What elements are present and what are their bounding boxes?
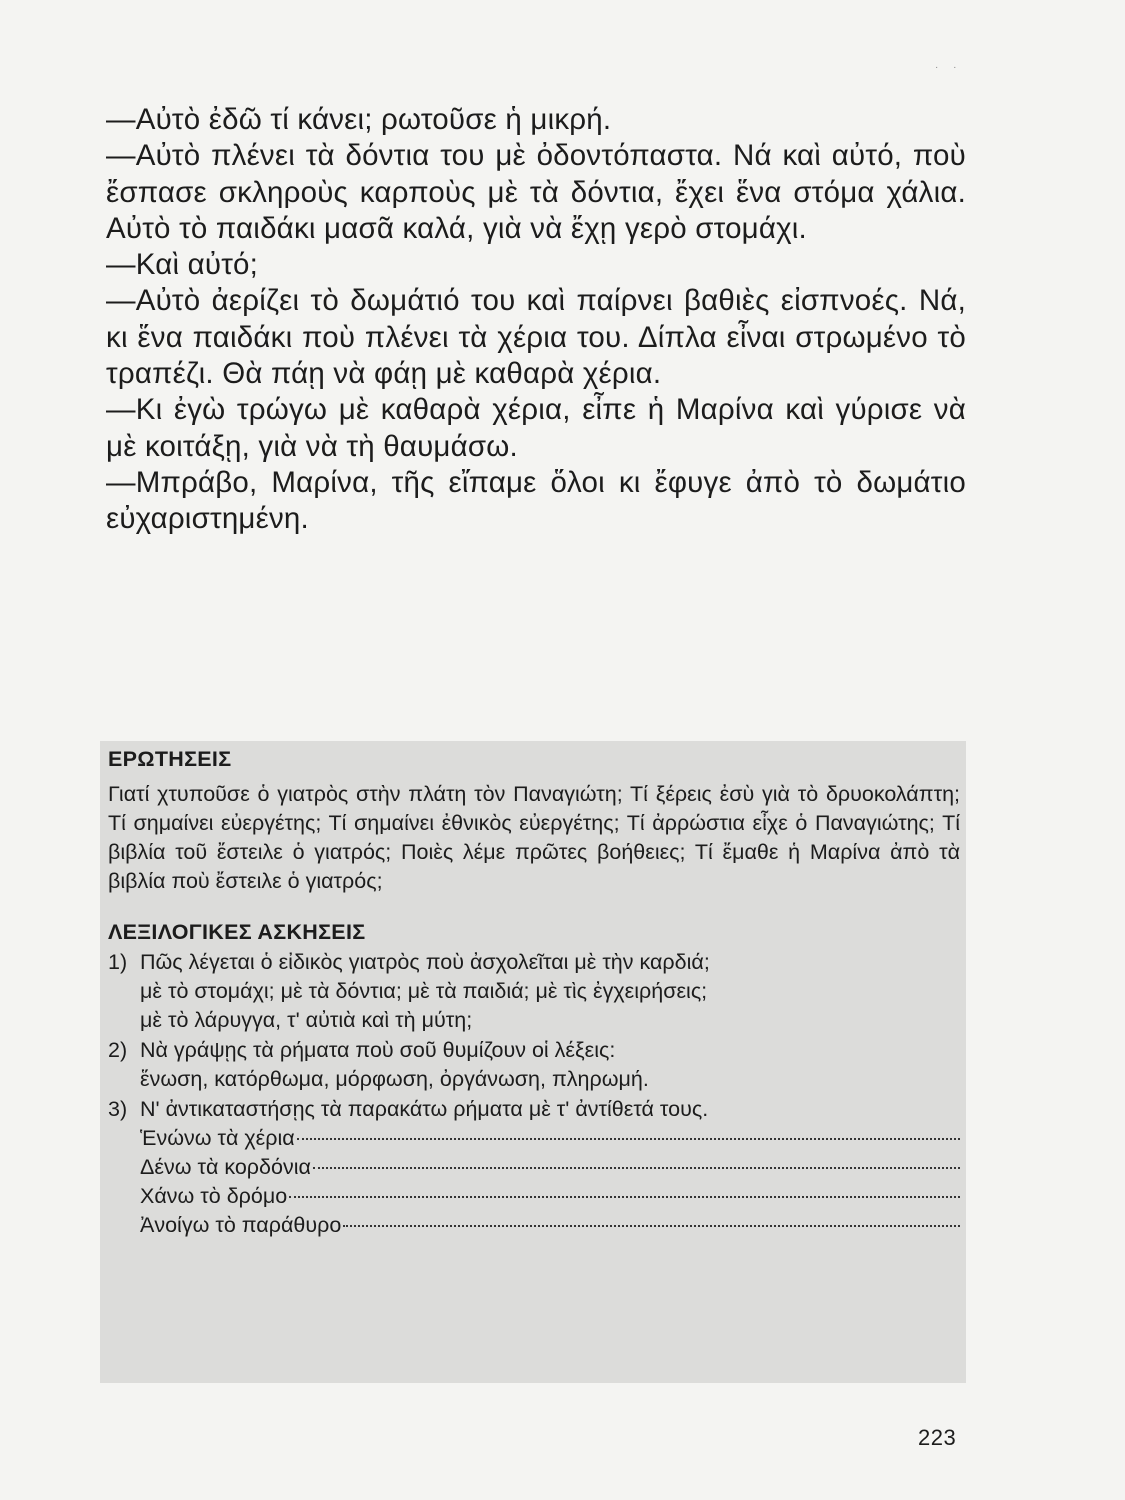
fill-in-line[interactable]: [108, 1153, 960, 1182]
page-number: 223: [918, 1425, 957, 1450]
vocabulary-item-1: [108, 948, 960, 1035]
item-text: Πῶς λέγεται ὁ εἰδικὸς γιατρὸς ποὺ ἀσχολεῖται μὲ τὴν καρδιά;: [139, 950, 710, 974]
fill-in-blank[interactable]: [289, 1196, 960, 1198]
dialogue-line: —Καὶ αὐτό;: [106, 248, 259, 282]
dialogue-line: —Αὐτὸ ἀερίζει τὸ δωμάτιό του καὶ παίρνει βαθιὲς εἰσπνοές. Νά, κι ἕνα παιδάκι ποὺ πλένει τὰ χέρια του. Δίπλα εἶναι στρωμένο τὸ τραπέζι. Θὰ πάῃ νὰ φάῃ μὲ καθαρὰ χέρια.: [106, 284, 966, 391]
fill-in-prompt: Ἀνοίγω τὸ παράθυρο: [140, 1213, 342, 1237]
questions-title: ΕΡΩΤΗΣΕΙΣ: [108, 747, 232, 771]
fill-in-line[interactable]: [108, 1211, 960, 1240]
fill-in-blank[interactable]: [297, 1138, 960, 1140]
scan-specks: · ·: [935, 62, 963, 73]
item-number: 3): [108, 1097, 128, 1121]
item-text: μὲ τὸ στομάχι; μὲ τὰ δόντια; μὲ τὰ παιδιά; μὲ τὶς ἐγχειρήσεις;: [140, 979, 708, 1003]
vocabulary-item-2: [108, 1036, 960, 1094]
fill-in-prompt: Δένω τὰ κορδόνια: [140, 1155, 311, 1179]
dialogue-line: —Αὐτὸ ἐδῶ τί κάνει; ρωτοῦσε ἡ μικρή.: [106, 103, 612, 136]
item-number: 2): [108, 1038, 128, 1062]
fill-in-prompt: Χάνω τὸ δρόμο: [140, 1184, 288, 1208]
fill-in-line[interactable]: [108, 1124, 960, 1153]
item-text: μὲ τὸ λάρυγγα, τ' αὐτιὰ καὶ τὴ μύτη;: [140, 1008, 473, 1032]
fill-in-blank[interactable]: [343, 1225, 960, 1227]
item-text: Νὰ γράψῃς τὰ ρήματα ποὺ σοῦ θυμίζουν οἱ λέξεις:: [139, 1038, 616, 1062]
fill-in-prompt: Ἑνώνω τὰ χέρια: [140, 1126, 295, 1150]
dialogue-line: —Μπράβο, Μαρίνα, τῆς εἴπαμε ὅλοι κι ἔφυγε ἀπὸ τὸ δωμάτιο εὐχαριστημένη.: [106, 465, 966, 536]
questions-text: Γιατί χτυποῦσε ὁ γιατρὸς στὴν πλάτη τὸν Παναγιώτη; Τί ξέρεις ἐσὺ γιὰ τὸ δρυοκολάπτη; Τί σημαίνει εὐεργέτης; Τί σημαίνει ἐθνικὸς εὐεργέτης; Τί ἀρρώστια εἶχε ὁ Παναγιώτης; Τί βιβλία τοῦ ἔστειλε ὁ γιατρός; Ποιὲς λέμε πρῶτες βοήθειες; Τί ἔμαθε ἡ Μαρίνα ἀπὸ τὰ βιβλία ποὺ ἔστειλε ὁ γιατρός;: [108, 782, 960, 893]
vocabulary-title: ΛΕΞΙΛΟΓΙΚΕΣ ΑΣΚΗΣΕΙΣ: [108, 920, 366, 944]
dialogue-line: —Αὐτὸ πλένει τὰ δόντια του μὲ ὀδοντόπαστα. Νά καὶ αὐτό, ποὺ ἔσπασε σκληροὺς καρποὺς μὲ τὰ δόντια, ἔχει ἕνα στόμα χάλια. Αὐτὸ τὸ παιδάκι μασᾶ καλά, γιὰ νὰ ἔχῃ γερὸ στομάχι.: [106, 139, 966, 245]
vocabulary-item-3: [108, 1095, 960, 1240]
item-number: 1): [108, 950, 128, 974]
dialogue-text: [106, 102, 966, 538]
dialogue-line: —Κι ἐγὼ τρώγω μὲ καθαρὰ χέρια, εἶπε ἡ Μαρίνα καὶ γύρισε νὰ μὲ κοιτάξῃ, γιὰ νὰ τὴ θαυμάσω.: [106, 393, 966, 463]
fill-in-line[interactable]: [108, 1182, 960, 1211]
fill-in-blank[interactable]: [313, 1167, 960, 1169]
exercise-content: [108, 745, 960, 1240]
item-text: Ν' ἀντικαταστήσῃς τὰ παρακάτω ρήματα μὲ τ' ἀντίθετά τους.: [139, 1097, 709, 1121]
word-list: ἕνωση, κατόρθωμα, μόρφωση, ὀργάνωση, πληρωμή.: [140, 1067, 649, 1091]
